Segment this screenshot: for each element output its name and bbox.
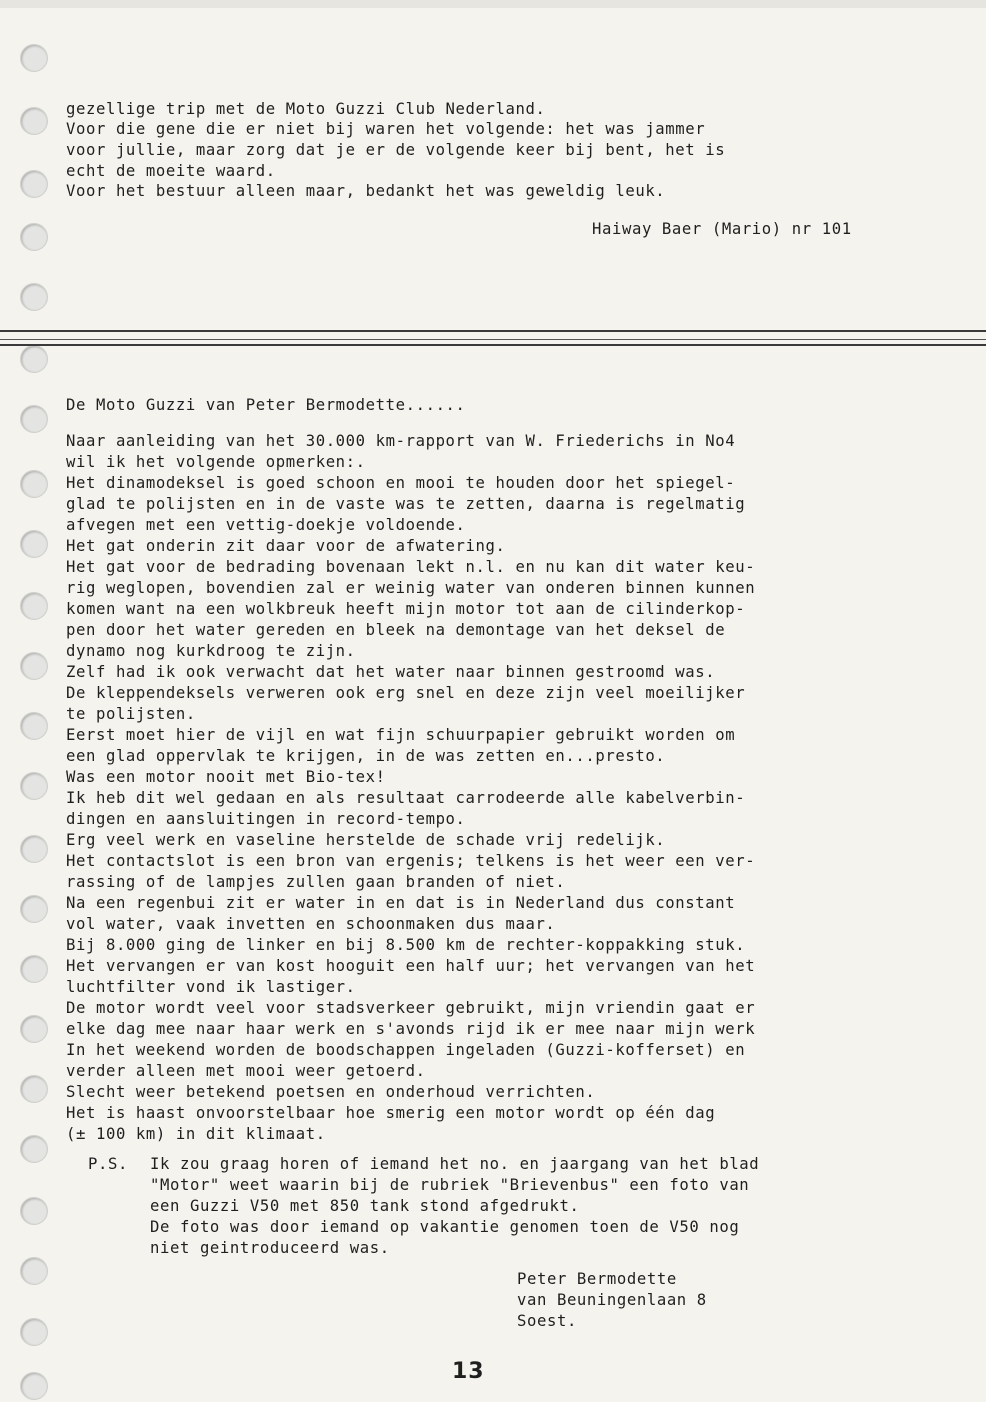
- body-line: In het weekend worden de boodschappen ingeladen (Guzzi-kofferset) en: [66, 1041, 746, 1059]
- body-line: Het contactslot is een bron van ergenis; telkens is het weer een ver-: [66, 852, 756, 870]
- ps-line: "Motor" weet waarin bij de rubriek "Brievenbus" een foto van: [150, 1176, 750, 1194]
- binder-hole: [20, 592, 48, 620]
- body-line: te polijsten.: [66, 705, 196, 723]
- body-line: glad te polijsten en in de vaste was te zetten, daarna is regelmatig: [66, 495, 746, 513]
- address-name: Peter Bermodette: [517, 1270, 677, 1288]
- body-line: dingen en aansluitingen in record-tempo.: [66, 810, 466, 828]
- body-line: Het dinamodeksel is goed schoon en mooi te houden door het spiegel-: [66, 474, 736, 492]
- body-line: pen door het water gereden en bleek na demontage van het deksel de: [66, 621, 726, 639]
- body-line: wil ik het volgende opmerken:.: [66, 453, 366, 471]
- body-line: De motor wordt veel voor stadsverkeer gebruikt, mijn vriendin gaat er: [66, 999, 756, 1017]
- binder-holes: [0, 0, 60, 1402]
- body-line: Eerst moet hier de vijl en wat fijn schuurpapier gebruikt worden om: [66, 726, 736, 744]
- binder-hole: [20, 405, 48, 433]
- binder-hole: [20, 223, 48, 251]
- binder-hole: [20, 1372, 48, 1400]
- body-line: afvegen met een vettig-doekje voldoende.: [66, 516, 466, 534]
- body-line: Erg veel werk en vaseline herstelde de schade vrij redelijk.: [66, 831, 666, 849]
- body-line: Het gat voor de bedrading bovenaan lekt n.l. en nu kan dit water keu-: [66, 558, 756, 576]
- binder-hole: [20, 1318, 48, 1346]
- body-line: Ik heb dit wel gedaan en als resultaat carrodeerde alle kabelverbin-: [66, 789, 746, 807]
- body-line: Het is haast onvoorstelbaar hoe smerig een motor wordt op één dag: [66, 1104, 716, 1122]
- binder-hole: [20, 772, 48, 800]
- binder-hole: [20, 955, 48, 983]
- binder-hole: [20, 44, 48, 72]
- body-line: komen want na een wolkbreuk heeft mijn motor tot aan de cilinderkop-: [66, 600, 746, 618]
- binder-hole: [20, 530, 48, 558]
- body-line: gezellige trip met de Moto Guzzi Club Nederland.: [66, 100, 546, 118]
- address-street: van Beuningenlaan 8: [517, 1291, 707, 1309]
- body-line: Naar aanleiding van het 30.000 km-rapport van W. Friederichs in No4: [66, 432, 736, 450]
- binder-hole: [20, 712, 48, 740]
- binder-hole: [20, 835, 48, 863]
- address-city: Soest.: [517, 1312, 577, 1330]
- body-line: Slecht weer betekend poetsen en onderhoud verrichten.: [66, 1083, 596, 1101]
- signature-mario: Haiway Baer (Mario) nr 101: [592, 220, 852, 238]
- binder-hole: [20, 345, 48, 373]
- body-line: Na een regenbui zit er water in en dat is in Nederland dus constant: [66, 894, 736, 912]
- article-title: De Moto Guzzi van Peter Bermodette......: [66, 396, 466, 414]
- body-line: echt de moeite waard.: [66, 162, 276, 180]
- ps-line: De foto was door iemand op vakantie genomen toen de V50 nog: [150, 1218, 740, 1236]
- binder-hole: [20, 895, 48, 923]
- ps-label: P.S.: [88, 1155, 128, 1173]
- body-line: voor jullie, maar zorg dat je er de volgende keer bij bent, het is: [66, 141, 726, 159]
- binder-hole: [20, 1015, 48, 1043]
- binder-hole: [20, 283, 48, 311]
- body-line: dynamo nog kurkdroog te zijn.: [66, 642, 356, 660]
- binder-hole: [20, 1075, 48, 1103]
- binder-hole: [20, 1257, 48, 1285]
- body-line: (± 100 km) in dit klimaat.: [66, 1125, 326, 1143]
- ps-line: Ik zou graag horen of iemand het no. en jaargang van het blad: [150, 1155, 760, 1173]
- binder-hole: [20, 652, 48, 680]
- ps-line: een Guzzi V50 met 850 tank stond afgedrukt.: [150, 1197, 580, 1215]
- page-number: 13: [452, 1359, 485, 1384]
- binder-hole: [20, 170, 48, 198]
- body-line: De kleppendeksels verweren ook erg snel en deze zijn veel moeilijker: [66, 684, 746, 702]
- binder-hole: [20, 1135, 48, 1163]
- body-line: elke dag mee naar haar werk en s'avonds rijd ik er mee naar mijn werk: [66, 1020, 756, 1038]
- page-top-edge: [0, 0, 986, 8]
- ps-line: niet geintroduceerd was.: [150, 1239, 390, 1257]
- binder-hole: [20, 1197, 48, 1225]
- body-line: rassing of de lampjes zullen gaan branden of niet.: [66, 873, 566, 891]
- body-line: een glad oppervlak te krijgen, in de was zetten en...presto.: [66, 747, 666, 765]
- body-line: Was een motor nooit met Bio-tex!: [66, 768, 386, 786]
- body-line: Bij 8.000 ging de linker en bij 8.500 km de rechter-koppakking stuk.: [66, 936, 746, 954]
- body-line: Voor die gene die er niet bij waren het volgende: het was jammer: [66, 120, 706, 138]
- body-line: Zelf had ik ook verwacht dat het water naar binnen gestroomd was.: [66, 663, 716, 681]
- body-line: Voor het bestuur alleen maar, bedankt het was geweldig leuk.: [66, 182, 666, 200]
- body-line: rig weglopen, bovendien zal er weinig water van onderen binnen kunnen: [66, 579, 756, 597]
- body-line: luchtfilter vond ik lastiger.: [66, 978, 356, 996]
- binder-hole: [20, 470, 48, 498]
- binder-hole: [20, 107, 48, 135]
- body-line: Het vervangen er van kost hooguit een half uur; het vervangen van het: [66, 957, 756, 975]
- body-line: vol water, vaak invetten en schoonmaken dus maar.: [66, 915, 556, 933]
- body-line: verder alleen met mooi weer getoerd.: [66, 1062, 426, 1080]
- body-line: Het gat onderin zit daar voor de afwatering.: [66, 537, 506, 555]
